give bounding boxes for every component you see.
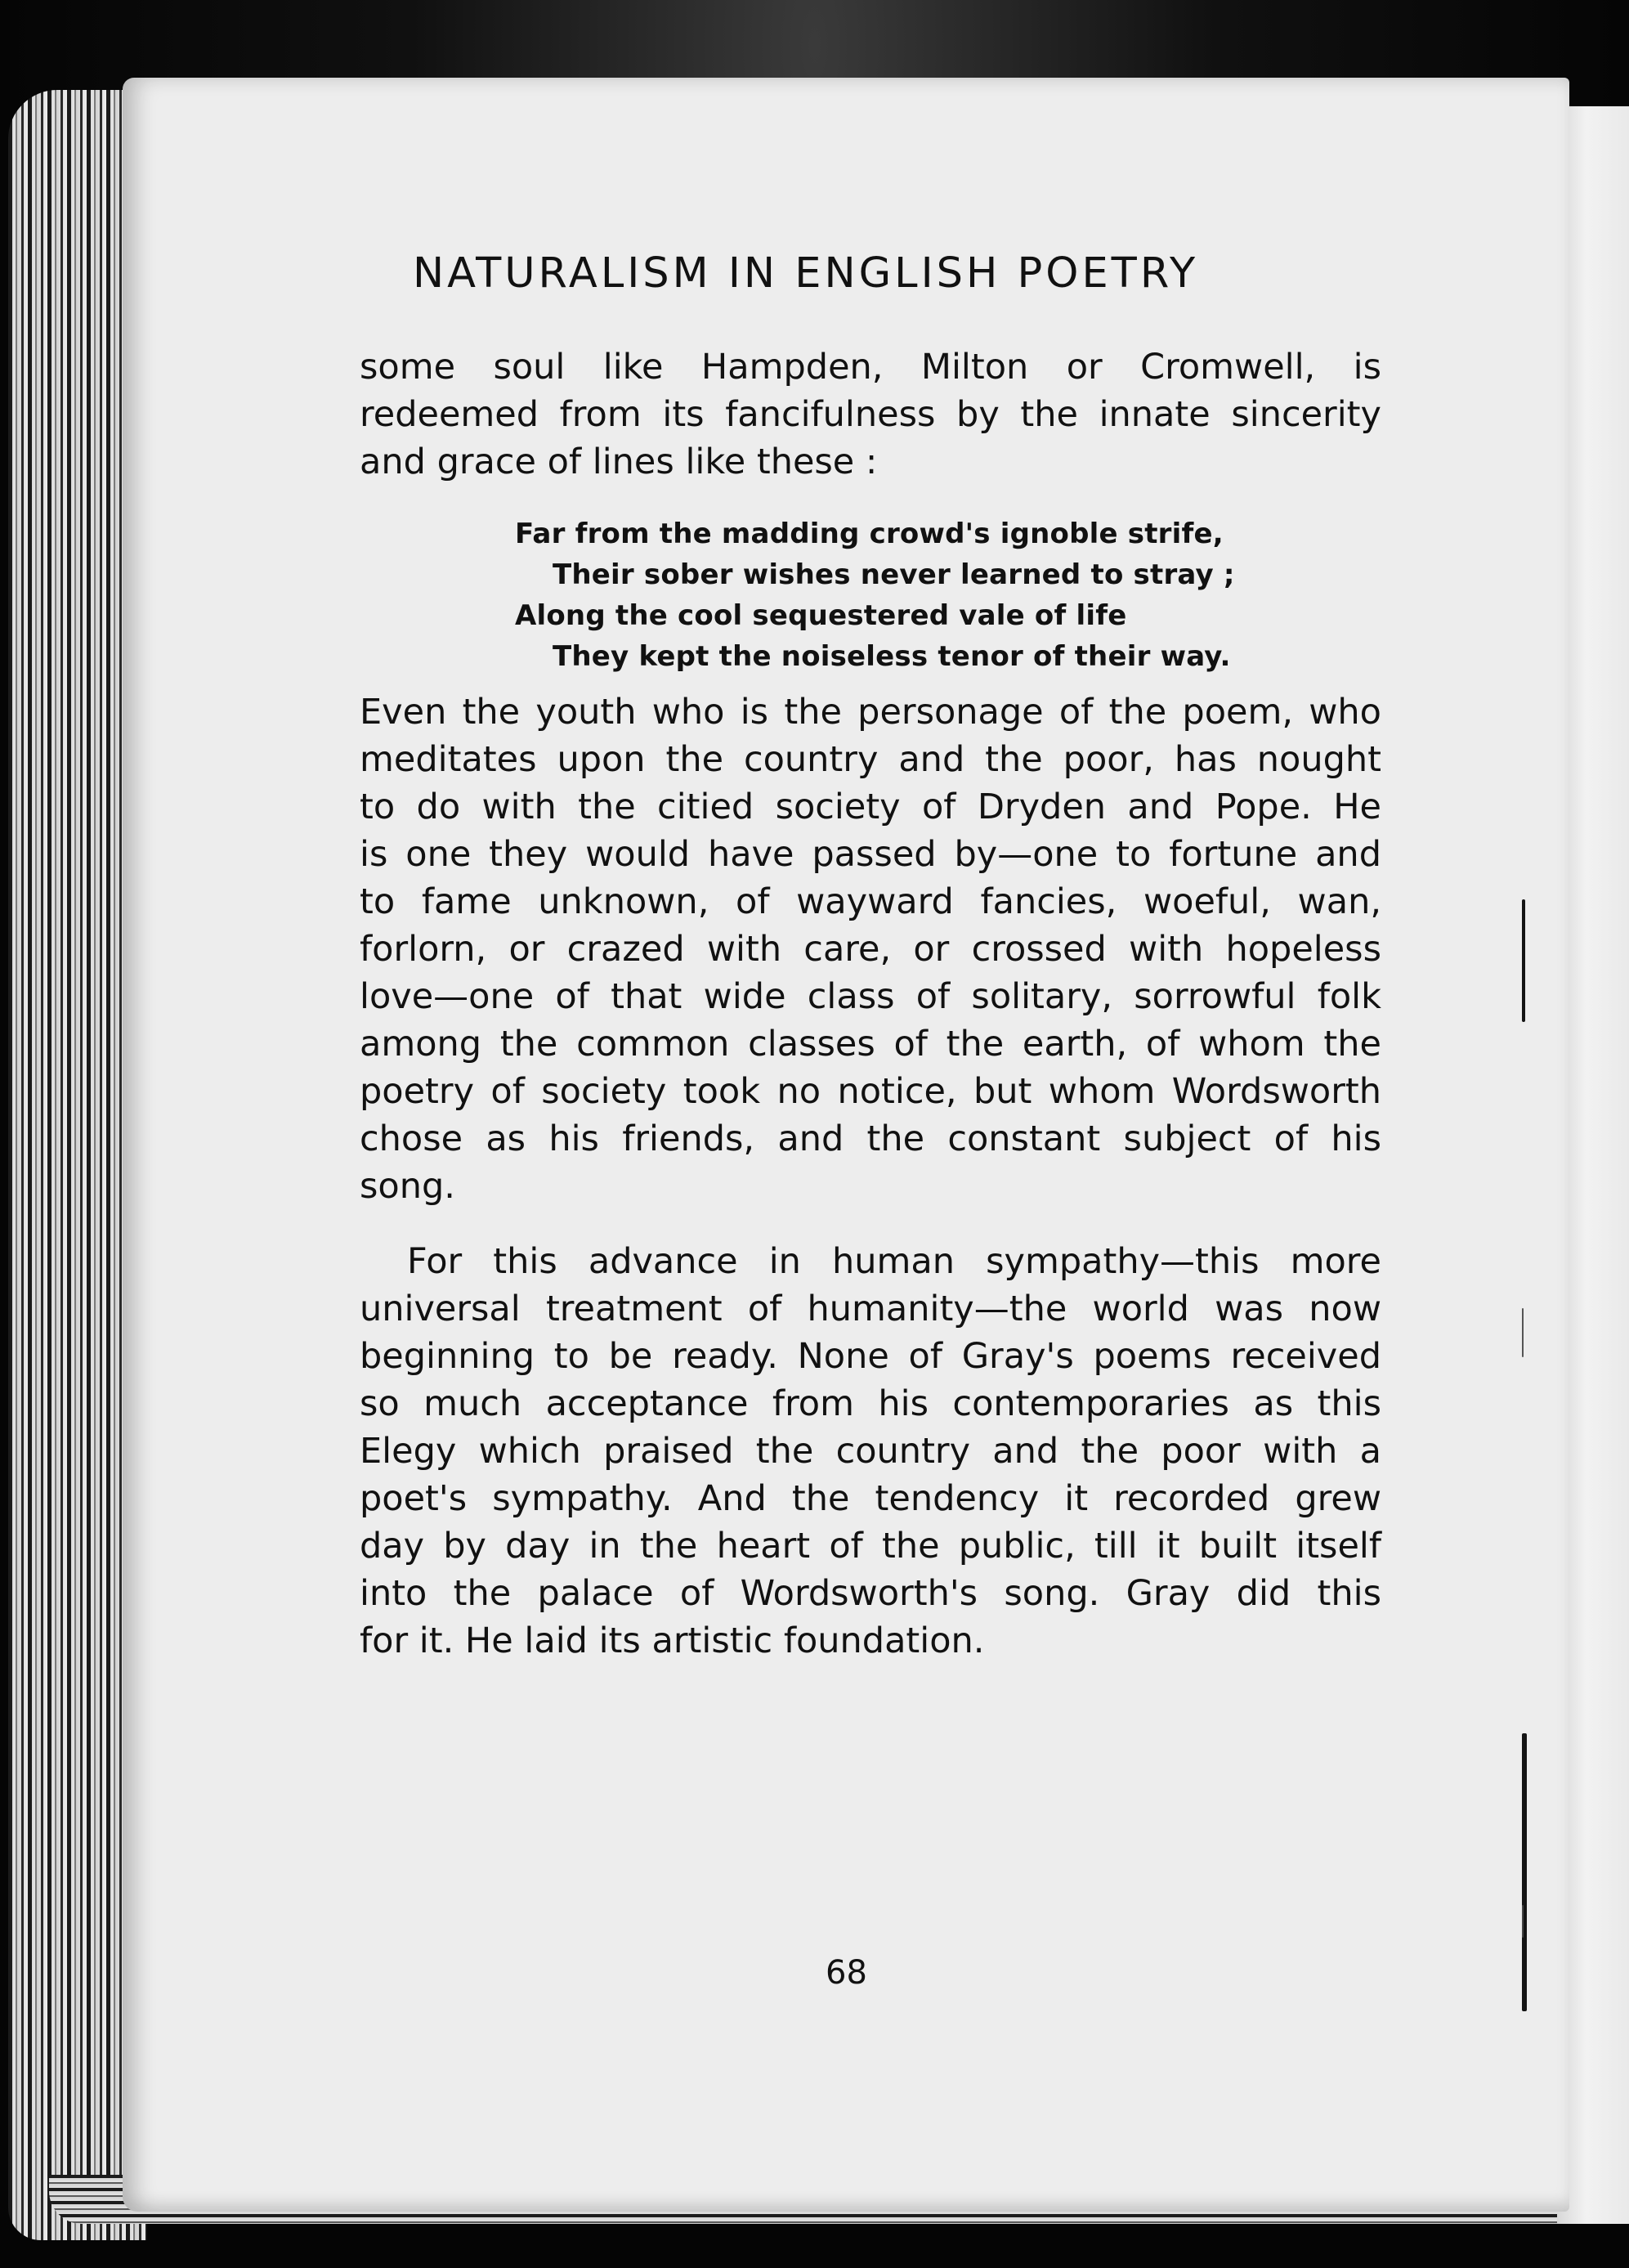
text-line: universal treatment of humanity—the world was now — [360, 1289, 1381, 1329]
text-line: Even the youth who is the personage of the poem, who — [360, 692, 1381, 733]
page-number: 68 — [826, 1954, 867, 1992]
verse-quotation — [515, 513, 1235, 677]
text-line: is one they would have passed by—one to fortune and — [360, 834, 1381, 875]
verse-line: They kept the noiseless tenor of their way. — [553, 640, 1231, 673]
text-line: some soul like Hampden, Milton or Cromwell, is — [360, 347, 1381, 388]
text-line: meditates upon the country and the poor, has nought — [360, 739, 1381, 780]
text-line: chose as his friends, and the constant subject of his — [360, 1118, 1381, 1159]
verse-line: Their sober wishes never learned to stray ; — [553, 558, 1235, 591]
text-line: to do with the citied society of Dryden and Pope. He — [360, 787, 1381, 827]
gutter-mark — [1522, 1308, 1524, 1357]
text-line: redeemed from its fancifulness by the innate sincerity — [360, 394, 1381, 435]
gutter-mark — [1522, 1733, 1527, 2011]
intro-paragraph — [360, 343, 1381, 486]
text-line: Elegy which praised the country and the poor with a — [360, 1431, 1381, 1472]
running-head: NATURALISM IN ENGLISH POETRY — [413, 249, 1199, 298]
gutter-mark — [1522, 899, 1525, 1022]
text-line: and grace of lines like these : — [360, 441, 878, 482]
gutter-mark — [1522, 1905, 1524, 1938]
verse-line: Far from the madding crowd's ignoble strife, — [515, 518, 1224, 550]
text-line: into the palace of Wordsworth's song. Gray did this — [360, 1573, 1381, 1614]
text-line: song. — [360, 1166, 455, 1207]
text-line: poetry of society took no notice, but whom Wordsworth — [360, 1071, 1381, 1112]
text-line: for it. He laid its artistic foundation. — [360, 1620, 985, 1661]
paragraph-youth — [360, 688, 1381, 1210]
verse-line: Along the cool sequestered vale of life — [515, 599, 1127, 632]
paragraph-sympathy — [360, 1238, 1381, 1665]
text-line: For this advance in human sympathy—this more — [407, 1241, 1381, 1282]
text-line: love—one of that wide class of solitary, sorrowful folk — [360, 976, 1381, 1017]
text-line: beginning to be ready. None of Gray's poems received — [360, 1336, 1381, 1377]
text-line: so much acceptance from his contemporaries as this — [360, 1383, 1381, 1424]
text-line: day by day in the heart of the public, till it built itself — [360, 1526, 1381, 1567]
text-line: among the common classes of the earth, of whom the — [360, 1024, 1381, 1065]
text-line: forlorn, or crazed with care, or crossed with hopeless — [360, 929, 1381, 970]
text-line: to fame unknown, of wayward fancies, woeful, wan, — [360, 881, 1381, 922]
text-line: poet's sympathy. And the tendency it recorded grew — [360, 1478, 1381, 1519]
